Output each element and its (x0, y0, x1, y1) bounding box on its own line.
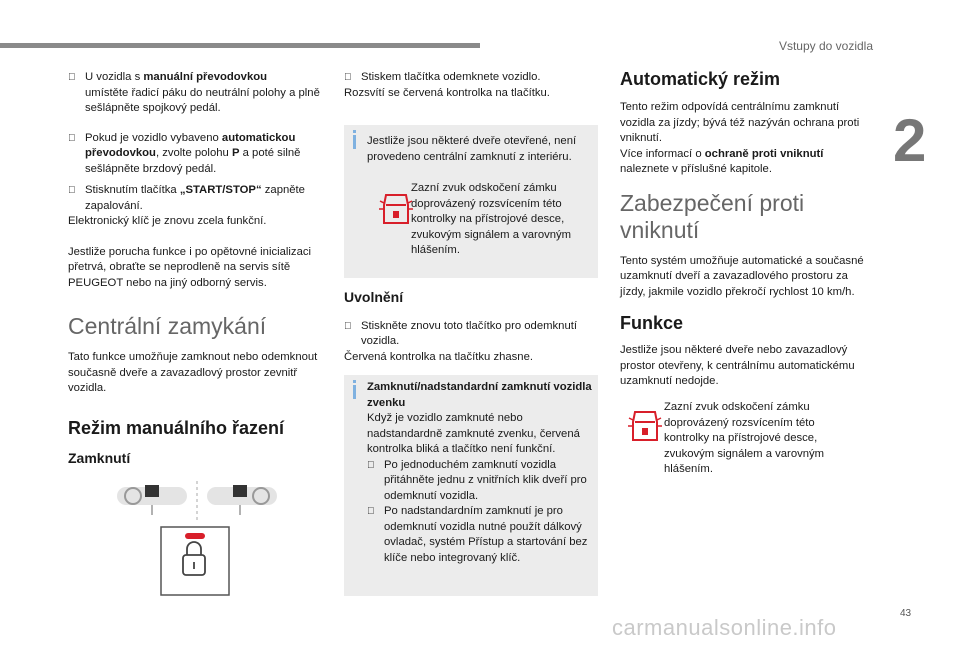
section-title: Vstupy do vozidla (778, 39, 873, 53)
info-box-doors-open (344, 125, 598, 278)
bullet-arrow-icon (367, 458, 375, 474)
dashboard-lhd-icon (117, 485, 187, 515)
step-unlock-button: Stiskem tlačítka odemknete vozidlo. (344, 70, 598, 86)
info-box-external-lock (344, 375, 598, 596)
info-icon (353, 130, 356, 133)
bullet-arrow-icon (68, 183, 76, 199)
warning-text-2: Zazní zvuk odskočení zámku doprovázený rozsvícením této kontrolky na přístrojové desce, zvukovým signálem a varovným hlášením. (664, 401, 825, 475)
heading-intrusion-protection: Zabezpečení proti vniknutí (620, 189, 805, 243)
step-deadlock: Po nadstandardním zamknutí je pro odemknutí vozidla nutné použít dálkový ovladač, systém Přístup a startování bez klíče nebo integrovaný klíč. (367, 504, 595, 566)
column-1 (68, 70, 323, 466)
bullet-arrow-icon (68, 70, 76, 86)
automatic-mode-text: Tento režim odpovídá centrálnímu zamknutí vozidla za jízdy; bývá též nazýván ochrana proti vniknutí. (620, 101, 860, 144)
red-light-off-text: Červená kontrolka na tlačítku zhasne. (344, 350, 534, 363)
step-press-again: Stiskněte znovu toto tlačítko pro odemknutí vozidla. (344, 319, 598, 350)
chapter-number: 2 (893, 107, 927, 174)
bullet-arrow-icon (68, 131, 76, 147)
watermark: carmanualsonline.info (612, 615, 837, 640)
door-warning-icon (378, 191, 414, 227)
bullet-arrow-icon (344, 70, 352, 86)
info-icon (353, 380, 356, 383)
heading-locking: Zamknutí (68, 449, 131, 466)
step-automatic-gearbox: Pokud je vozidlo vybaveno automatickou převodovkou, zvolte polohu P a poté silně sešlápněte brzdový pedál. (68, 131, 323, 178)
function-text: Jestliže jsou některé dveře nebo zavazadlový prostor otevřeny, k centrálnímu automatickému uzamknutí nedojde. (620, 344, 855, 387)
step-start-stop: Stisknutím tlačítka „START/STOP“ zapněte zapalování. (68, 183, 323, 214)
column-3 (620, 68, 875, 390)
heading-automatic-mode: Automatický režim (620, 69, 781, 89)
fault-text: Jestliže porucha funkce i po opětovné inicializaci přetrvá, obraťte se neprodleně na servis sítě PEUGEOT nebo na jiný odborný servis. (68, 245, 312, 289)
column-2 (344, 70, 598, 101)
red-light-on-text: Rozsvítí se červená kontrolka na tlačítku. (344, 86, 550, 99)
step-manual-gearbox: U vozidla s manuální převodovkou umístěte řadicí páku do neutrální polohy a plně sešlápněte spojkový pedál. (68, 70, 323, 117)
dashboard-rhd-icon (207, 485, 277, 515)
heading-unlocking: Uvolnění (344, 289, 404, 305)
door-warning-icon (627, 408, 663, 444)
heading-manual-mode: Režim manuálního řazení (68, 417, 285, 438)
page-number: 43 (900, 608, 912, 619)
bullet-arrow-icon (367, 504, 375, 520)
lock-button-illustration (113, 477, 283, 597)
step-simple-lock: Po jednoduchém zamknutí vozidla přitáhněte jednu z vnitřních klik dveří pro odemknutí vozidla. (367, 458, 595, 505)
intrusion-protection-text: Tento systém umožňuje automatické a současné uzamknutí dveří a zavazadlového prostoru za jízdy, jakmile vozidlo překročí rychlost 10 km/h. (620, 254, 864, 298)
warning-text-1: Zazní zvuk odskočení zámku doprovázený rozsvícením této kontrolky na přístrojové desce, zvukovým signálem a varovným hlášením. (411, 182, 572, 256)
key-functional-text: Elektronický klíč je znovu zcela funkční. (68, 215, 267, 227)
more-info-text: Více informací o ochraně proti vniknutí naleznete v příslušné kapitole. (620, 147, 824, 175)
info-external-lock-content: Zamknutí/nadstandardní zamknutí vozidla zvenku Když je vozidlo zamknuté nebo nadstandardně zamknuté zvenku, červená kontrolka bliká a tlačítko není funkční. Po jednoduchém zamknutí vozidla přitáhněte jednu z vnitřních klik dveří pro odemknutí vozidla. Po nadstandardním zamknutí je pro odemknutí vozidla nutné použít dálkový ovladač, systém Přístup a startování bez klíče nebo integrovaný klíč. (367, 380, 595, 566)
info-doors-open-text: Jestliže jsou některé dveře otevřené, není provedeno centrální zamknutí z interiéru. (367, 135, 577, 163)
heading-function: Funkce (620, 313, 684, 333)
heading-central-locking: Centrální zamykání (68, 313, 267, 339)
header-bar (0, 43, 480, 48)
column-2-lower (344, 290, 598, 365)
lock-button-icon (161, 527, 229, 595)
bullet-arrow-icon (344, 319, 352, 335)
central-locking-text: Tato funkce umožňuje zamknout nebo odemknout současně dveře a zavazadlový prostor zevnitř vozidla. (68, 351, 318, 394)
